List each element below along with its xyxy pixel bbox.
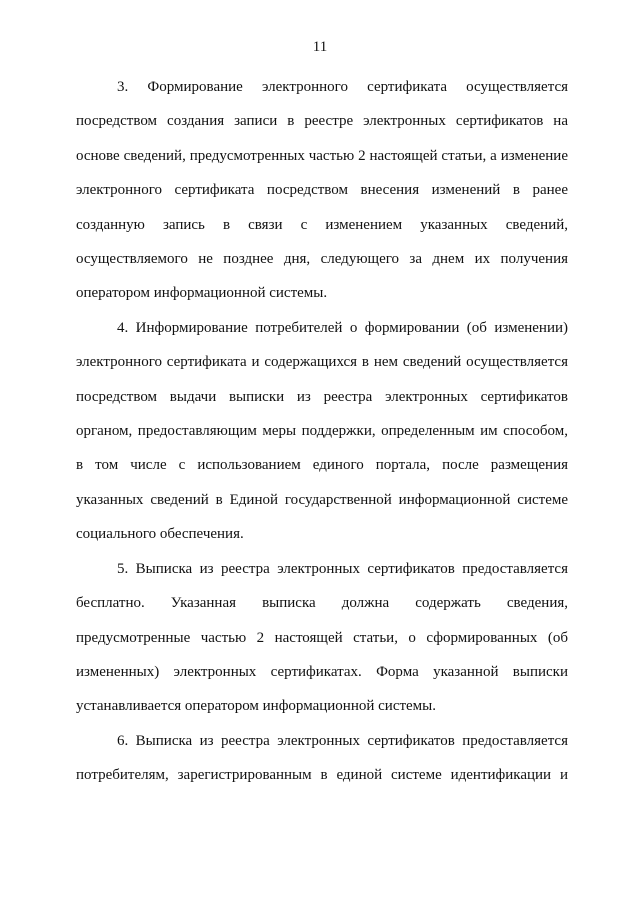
paragraph-5: 5. Выписка из реестра электронных сертификатов предоставляется бесплатно. Указанная выписка должна содержать сведения, предусмотренные частью 2 настоящей статьи, о сформированных (об измененных) электронных сертификатах. Форма указанной выписки устанавливается оператором информационной системы.	[76, 560, 568, 715]
paragraph-3: 3. Формирование электронного сертификата осуществляется посредством создания записи в реестре электронных сертификатов на основе сведений, предусмотренных частью 2 настоящей статьи, а изменение электронного сертификата посредством внесения изменений в ранее созданную запись в связи с изменением указанных сведений, осуществляемого не позднее дня, следующего за днем их получения оператором информационной системы.	[76, 79, 568, 302]
document-body	[76, 70, 568, 793]
page-number: 11	[312, 39, 328, 55]
paragraph-4: 4. Информирование потребителей о формировании (об изменении) электронного сертификата и содержащихся в нем сведений осуществляется посредством выдачи выписки из реестра электронных сертификатов органом, предоставляющим меры поддержки, определенным им способом, в том числе с использованием единого портала, после размещения указанных сведений в Единой государственной информационной системе социального обеспечения.	[76, 319, 568, 543]
paragraph-6: 6. Выписка из реестра электронных сертификатов предоставляется потребителям, зарегистрированным в единой системе идентификации и	[76, 732, 568, 784]
